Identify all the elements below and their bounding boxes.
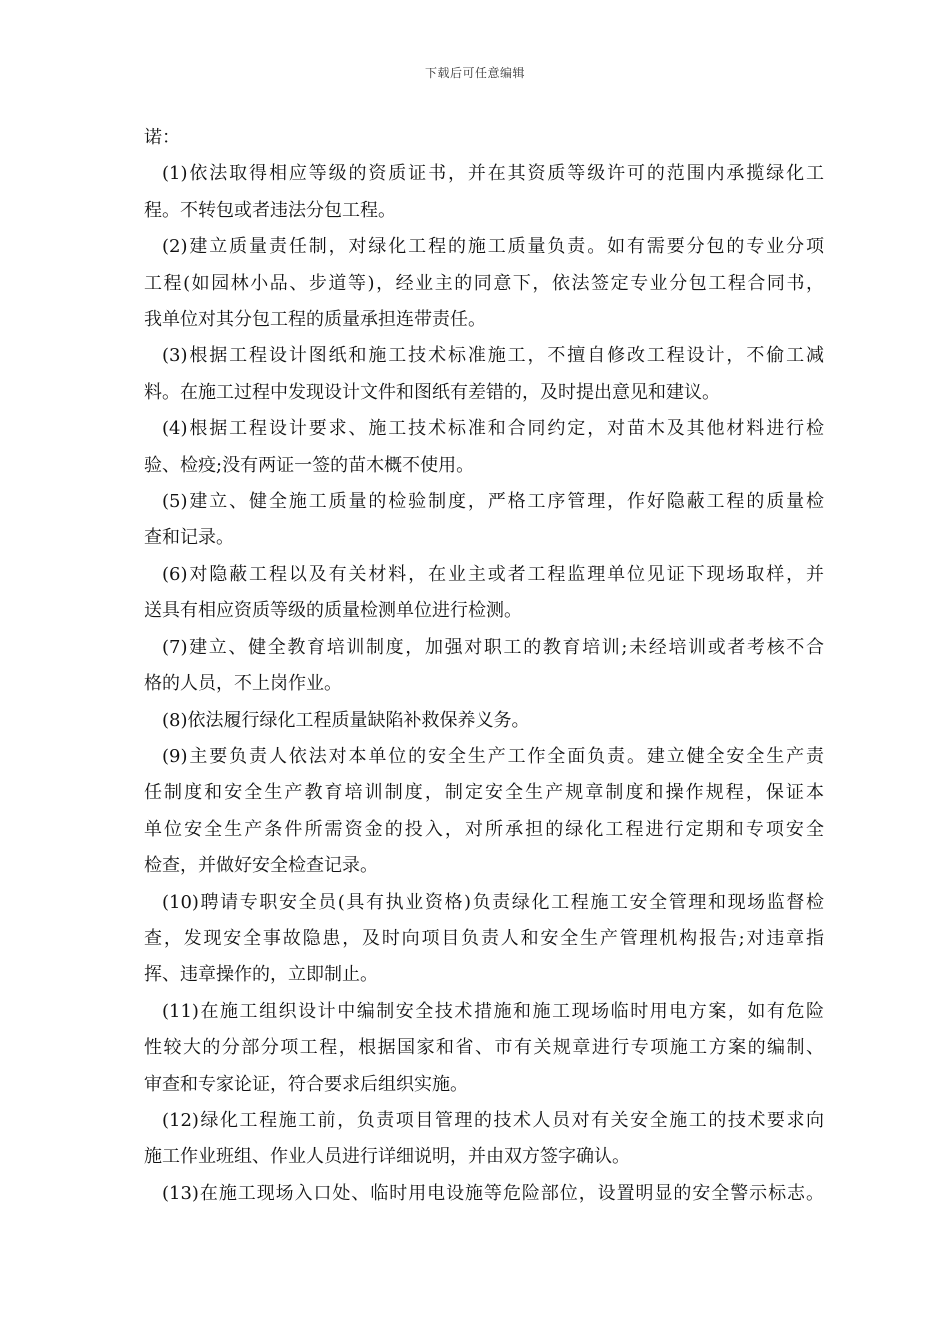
text-line: 查和记录。 <box>144 527 234 549</box>
text-line: (11)在施工组织设计中编制安全技术措施和施工现场临时用电方案，如有危险 <box>162 1000 824 1022</box>
text-line: 诺： <box>144 127 180 148</box>
text-line: 挥、违章操作的，立即制止。 <box>144 964 378 986</box>
page-header: 下载后可任意编辑 <box>424 66 525 80</box>
text-line: 料。在施工过程中发现设计文件和图纸有差错的，及时提出意见和建议。 <box>144 381 720 403</box>
text-line: (4)根据工程设计要求、施工技术标准和合同约定，对苗木及其他材料进行检 <box>162 418 824 440</box>
text-line: 单位安全生产条件所需资金的投入，对所承担的绿化工程进行定期和专项安全 <box>144 818 824 840</box>
text-line: 验、检疫;没有两证一签的苗木概不使用。 <box>144 454 475 476</box>
text-line: 格的人员，不上岗作业。 <box>144 673 342 695</box>
text-line: 工程(如园林小品、步道等)，经业主的同意下，依法签定专业分包工程合同书， <box>144 272 824 294</box>
text-line: (12)绿化工程施工前，负责项目管理的技术人员对有关安全施工的技术要求向 <box>162 1109 824 1131</box>
text-line: (3)根据工程设计图纸和施工技术标准施工，不擅自修改工程设计，不偷工减 <box>162 345 824 367</box>
text-line: (2)建立质量责任制，对绿化工程的施工质量负责。如有需要分包的专业分项 <box>162 236 824 258</box>
text-line: (9)主要负责人依法对本单位的安全生产工作全面负责。建立健全安全生产责 <box>162 745 824 767</box>
text-line: 审查和专家论证，符合要求后组织实施。 <box>144 1073 468 1095</box>
text-line: 施工作业班组、作业人员进行详细说明，并由双方签字确认。 <box>144 1146 630 1168</box>
text-line: (8)依法履行绿化工程质量缺陷补救保养义务。 <box>162 709 530 731</box>
text-line: (1)依法取得相应等级的资质证书，并在其资质等级许可的范围内承揽绿化工 <box>162 163 824 185</box>
text-line: (10)聘请专职安全员(具有执业资格)负责绿化工程施工安全管理和现场监督检 <box>162 891 824 913</box>
text-line: 性较大的分部分项工程，根据国家和省、市有关规章进行专项施工方案的编制、 <box>144 1037 824 1059</box>
text-line: 我单位对其分包工程的质量承担连带责任。 <box>144 309 486 331</box>
text-line: 任制度和安全生产教育培训制度，制定安全生产规章制度和操作规程，保证本 <box>144 782 824 804</box>
text-line: (13)在施工现场入口处、临时用电设施等危险部位，设置明显的安全警示标志。 <box>162 1182 824 1204</box>
text-line: 查，发现安全事故隐患，及时向项目负责人和安全生产管理机构报告;对违章指 <box>144 927 824 949</box>
document-body <box>144 120 824 1212</box>
text-line: (7)建立、健全教育培训制度，加强对职工的教育培训;未经培训或者考核不合 <box>162 636 824 658</box>
text-line: 检查，并做好安全检查记录。 <box>144 855 378 877</box>
text-line: 送具有相应资质等级的质量检测单位进行检测。 <box>144 600 522 622</box>
text-line: (5)建立、健全施工质量的检验制度，严格工序管理，作好隐蔽工程的质量检 <box>162 491 824 513</box>
text-line: 程。不转包或者违法分包工程。 <box>144 199 396 221</box>
text-line: (6)对隐蔽工程以及有关材料，在业主或者工程监理单位见证下现场取样，并 <box>162 563 824 585</box>
